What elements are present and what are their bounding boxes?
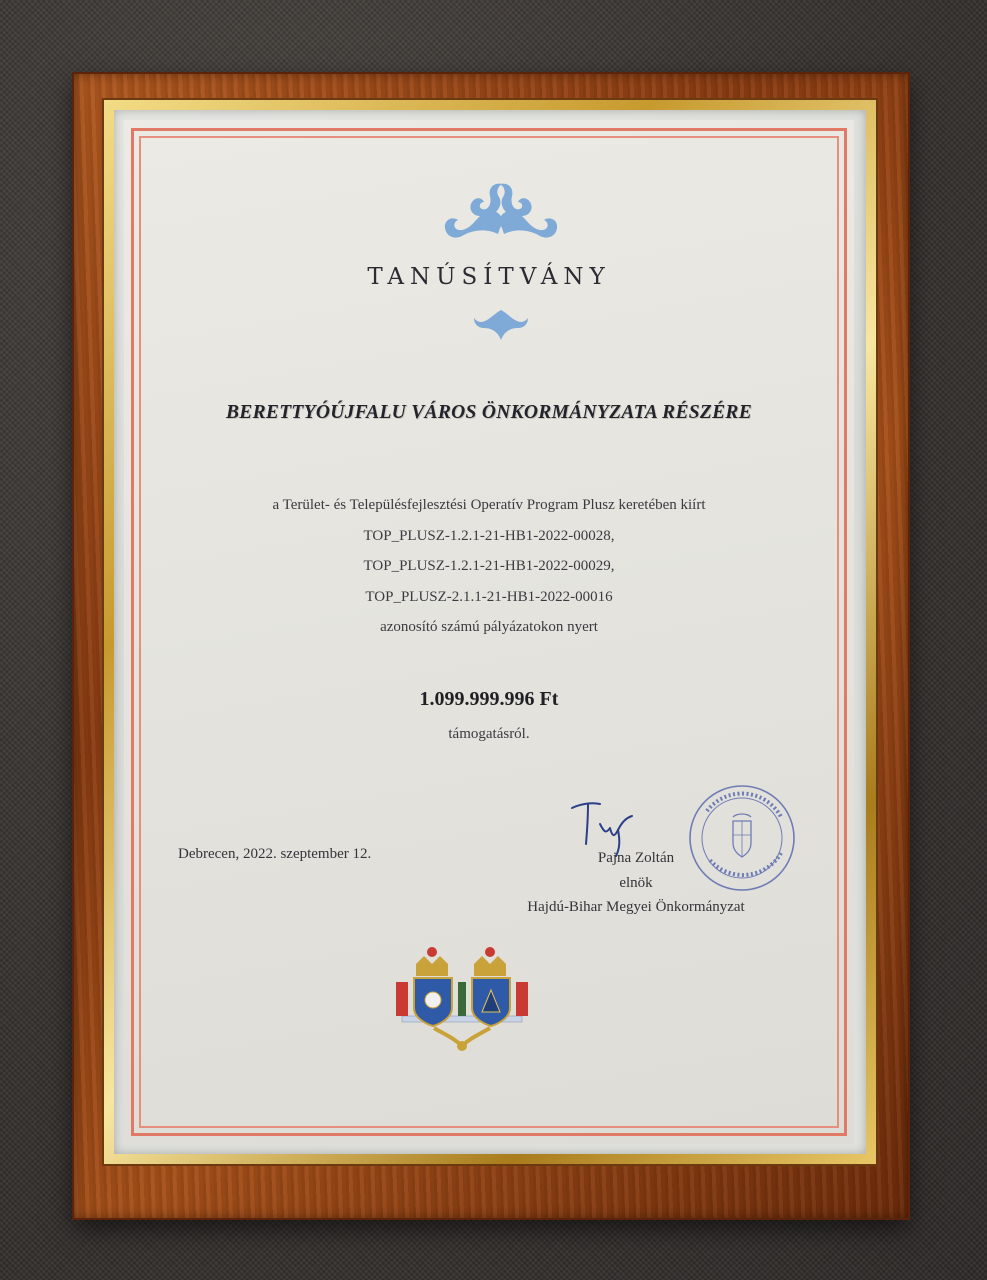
gold-frame-inlay <box>104 100 876 1164</box>
body-line: TOP_PLUSZ-2.1.1-21-HB1-2022-00016 <box>365 588 613 605</box>
place-and-date: Debrecen, 2022. szeptember 12. <box>178 846 372 862</box>
signatory-name: Pajna Zoltán <box>597 850 675 866</box>
certificate-recipient: BERETTYÓÚJFALU VÁROS ÖNKORMÁNYZATA RÉSZÉRE <box>225 402 753 423</box>
certificate-content <box>124 120 854 1144</box>
certificate-title: TANÚSÍTVÁNY <box>367 264 611 290</box>
body-line: a Terület- és Településfejlesztési Operatív Program Plusz keretében kiírt <box>272 497 706 513</box>
coat-of-arms-icon <box>394 942 530 1054</box>
subsidy-text: támogatásról. <box>448 726 530 742</box>
body-line: azonosító számú pályázatokon nyert <box>380 619 598 635</box>
body-line: TOP_PLUSZ-1.2.1-21-HB1-2022-00028, <box>363 527 615 544</box>
body-line: TOP_PLUSZ-1.2.1-21-HB1-2022-00029, <box>363 558 615 574</box>
picture-frame <box>72 72 910 1220</box>
frame-mat <box>114 110 866 1154</box>
certificate-paper <box>124 120 854 1144</box>
certificate-body <box>124 490 854 643</box>
signatory-organization: Hajdú-Bihar Megyei Önkormányzat <box>527 899 745 915</box>
floral-ornament-icon <box>442 178 560 242</box>
small-ornament-icon <box>472 308 530 342</box>
signatory-role: elnök <box>619 874 653 891</box>
official-stamp <box>687 783 797 893</box>
grant-amount: 1.099.999.996 Ft <box>419 688 559 710</box>
